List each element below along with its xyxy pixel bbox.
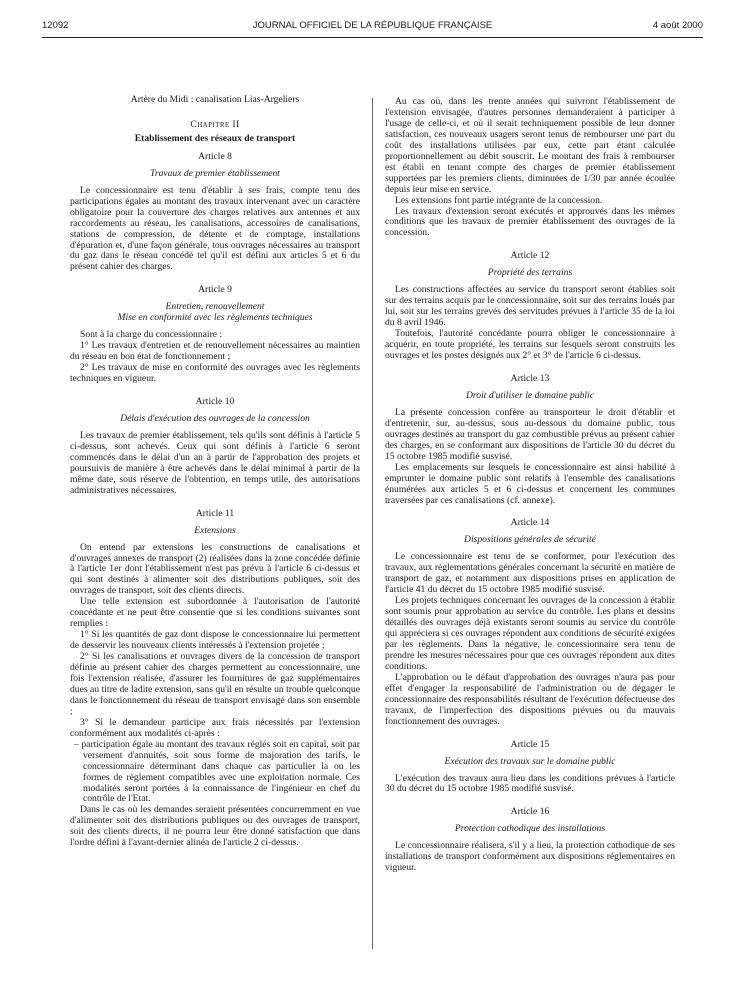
article-14-paragraph: Le concessionnaire est tenu de se conformer, pour l'exécution des travaux, aux réglementations générales concernant la sécurité en matière de transport de gaz, et notamment aux dispositions prises en application de l'article 41 du décret du 15 octobre 1985 modifié susvisé. — [385, 551, 675, 596]
article-15-heading: Article 15 — [510, 738, 550, 750]
header-rule — [42, 37, 703, 38]
journal-title: JOURNAL OFFICIEL DE LA RÉPUBLIQUE FRANÇAISE — [252, 20, 493, 31]
article-14-heading: Article 14 — [510, 517, 550, 529]
article-8-title: Travaux de premier établissement — [150, 167, 280, 179]
article-16-title: Protection cathodique des installations — [454, 823, 606, 835]
article-8-heading: Article 8 — [198, 150, 232, 162]
article-9-paragraph: Sont à la charge du concessionnaire : — [80, 329, 223, 341]
article-13-title: Droit d'utiliser le domaine public — [465, 389, 594, 401]
intro-line: Artère du Midi : canalisation Lias-Argeliers — [130, 94, 300, 105]
article-13-heading: Article 13 — [510, 372, 550, 384]
column-divider — [372, 98, 373, 949]
article-15-paragraph: L'exécution des travaux aura lieu dans les conditions prévues à l'article 30 du décret du 15 octobre 1985 modifié susvisé. — [385, 772, 675, 795]
issue-date: 4 août 2000 — [652, 20, 703, 31]
article-11-paragraph: On entend par extensions les constructions de canalisations et d'ouvrages annexes de transport (2) réalisées dans la zone concédée définie à l'article 1er dont l'établissement n'est pas prévu à l'article 6 ci-dessus et qui sont destinés à alimenter soit des distributions publiques, soit des ouvrages de transport, soit des clients directs. — [70, 541, 360, 597]
article-12-paragraph: Les constructions affectées au service du transport seront établies soit sur des terrains acquis par le concessionnaire, soit sur des terrains loués par lui, soit sur les terrains grevés des servitudes prévues à l'article 35 de la loi du 8 avril 1946. — [385, 284, 675, 329]
article-9-paragraph: 1° Les travaux d'entretien et de renouvellement nécessaires au maintien du réseau en bon état de fonctionnement ; — [70, 340, 360, 363]
article-16-heading: Article 16 — [510, 806, 550, 818]
page-number: 12092 — [42, 20, 69, 31]
article-12-title: Propriété des terrains — [487, 267, 573, 279]
article-16-paragraph: Le concessionnaire réalisera, s'il y a lieu, la protection cathodique de ses installations de transport conformément aux dispositions réglementaires en vigueur. — [385, 840, 675, 874]
article-11-paragraph: 2° Si les canalisations et ouvrages divers de la concession de transport définie au présent cahier des charges permettent au concessionnaire, une fois l'extension réalisée, d'assurer les fournitures de gaz supplémentaires dues au titre de ladite extension, sans qu'il en résulte un trouble quelconque dans le fonctionnement du réseau de transport envisagé dans son ensemble ; — [70, 651, 360, 717]
article-14-title: Dispositions générales de sécurité — [464, 534, 596, 546]
article-10-title: Délais d'exécution des ouvrages de la concession — [120, 412, 310, 424]
article-11-heading: Article 11 — [195, 507, 235, 519]
article-12-paragraph: Toutefois, l'autorité concédante pourra obliger le concessionnaire à acquérir, en toute propriété, les terrains sur lesquels seront construits les ouvrages et les postes désignés aux 2° et 3° de l'article 6 ci-dessus. — [385, 328, 675, 362]
article-9-title-line1: Entretien, renouvellement — [165, 301, 265, 313]
right-column — [385, 97, 675, 874]
left-column — [70, 95, 360, 849]
page-header — [42, 20, 703, 34]
article-9-paragraph: 2° Les travaux de mise en conformité des ouvrages avec les règlements techniques en vigueur. — [70, 362, 360, 385]
article-11-title: Extensions — [194, 524, 236, 536]
article-11-paragraph: 3° Si le demandeur participe aux frais nécessités par l'extension conformément aux modalités ci-après : — [70, 716, 360, 739]
article-11-continued-paragraph: Au cas où, dans les trente années qui suivront l'établissement de l'extension envisagée, d'autres personnes demanderaient à participer à l'usage de celle-ci, et où il serait techniquement possible de leur donner satisfaction, ces nouveaux usagers seront tenus de rembourser une part du coût des installations utilisées par eux, cette part étant calculée proportionnellement au débit souscrit. Le montant des frais à rembourser est établi en tenant compte des charges de premier établissement supportées par les premiers clients, diminuées de 1/30 par année écoulée depuis leur mise en service. — [385, 96, 675, 195]
article-10-heading: Article 10 — [195, 396, 235, 408]
chapter-label: Chapitre II — [190, 118, 240, 130]
article-11-continued-paragraph: Les travaux d'extension seront exécutés et approuvés dans les mêmes conditions que les travaux de premier établissement des ouvrages de la concession. — [385, 205, 675, 239]
article-13-paragraph: La présente concession confère au transporteur le droit d'établir et d'entretenir, sur, au-dessus, sous au-dessous du domaine public, tous ouvrages destinés au transport du gaz combustible prévus au présent cahier des charges, en se conformant aux dispositions de l'article 30 du décret du 15 octobre 1985 modifié susvisé. — [385, 406, 675, 462]
article-11-paragraph: Une telle extension est subordonnée à l'autorisation de l'autorité concédante et ne peut être consentie que si les conditions suivantes sont remplies : — [70, 596, 360, 630]
article-15-title: Exécution des travaux sur le domaine public — [444, 755, 616, 767]
article-11-paragraph: Dans le cas où les demandes seraient présentées concurremment en vue d'alimenter soit des distributions publiques ou des ouvrages de transport, soit des clients directs, il ne pourra leur être donné satisfaction que dans l'ordre défini à l'avant-dernier alinéa de l'article 2 ci-dessus. — [70, 804, 360, 849]
article-14-paragraph: L'approbation ou le défaut d'approbation des ouvrages n'aura pas pour effet d'engager la responsabilité de l'administration ou de dégager le concessionnaire des responsabilités résultant de l'exécution défectueuse des travaux, de l'imperfection des dispositions prévues ou du mauvais fonctionnement des ouvrages. — [385, 671, 675, 727]
article-13-paragraph: Les emplacements sur lesquels le concessionnaire est ainsi habilité à emprunter le domaine public sont relatifs à l'ensemble des canalisations énumérées aux articles 5 et 6 ci-dessus et concernent les communes traversées par ces canalisations (cf. annexe). — [385, 461, 675, 506]
chapter-title: Etablissement des réseaux de transport — [134, 132, 296, 144]
article-11-continued-paragraph: Les extensions font partie intégrante de la concession. — [395, 194, 603, 206]
article-9-title-line2: Mise en conformité avec les règlements techniques — [117, 312, 313, 324]
article-8-paragraph: Le concessionnaire est tenu d'établir à ses frais, compte tenu des participations égales au montant des travaux intervenant avec un caractère obligatoire pour la couverture des charges relatives aux antennes et aux raccordements au réseau, les canalisations, accessoires de canalisations, stations de compression, de détente et de comptage, installations d'épuration et, d'une façon générale, tous ouvrages nécessaires au transport du gaz dans le réseau concédé tel qu'il est défini aux articles 5 et 6 du présent cahier des charges. — [70, 184, 360, 273]
article-9-heading: Article 9 — [198, 284, 232, 296]
article-10-paragraph: Les travaux de premier établissement, tels qu'ils sont définis à l'article 5 ci-dessus, sont achevés. Ceux qui sont définis à l'article 6 seront commencés dans le délai d'un an à partir de l'approbation des projets et poursuivis de manière à être achevés dans le délai minimal à partir de la même date, sous réserve de l'obtention, en temps utile, des autorisations administratives nécessaires. — [70, 429, 360, 496]
article-11-paragraph: 1° Si les quantités de gaz dont dispose le concessionnaire lui permettent de desservir les nouveaux clients intéressés à l'extension projetée ; — [70, 629, 360, 652]
article-12-heading: Article 12 — [510, 250, 550, 262]
article-11-list-item: – participation égale au montant des travaux réglés soit en capital, soit par versement d'annuités, soit sous forme de majoration des tarifs, le concessionnaire déterminant dans chaque cas particulier la ou les formes de règlement compatibles avec une exploitation normale. Ces modalités seront portées à la connaissance de l'ingénieur en chef du contrôle de l'Etat. — [74, 738, 360, 805]
article-14-paragraph: Les projets techniques concernant les ouvrages de la concession à établir sont soumis pour approbation au service du contrôle. Les plans et dessins détaillés des ouvrages déjà existants seront soumis au service du contrôle qui appréciera si ces ouvrages répondent aux conditions de sécurité exigées par les règlements. Dans la négative, le concessionnaire sera tenu de prendre les mesures nécessaires pour que ces ouvrages répondent aux dites conditions. — [385, 595, 675, 672]
